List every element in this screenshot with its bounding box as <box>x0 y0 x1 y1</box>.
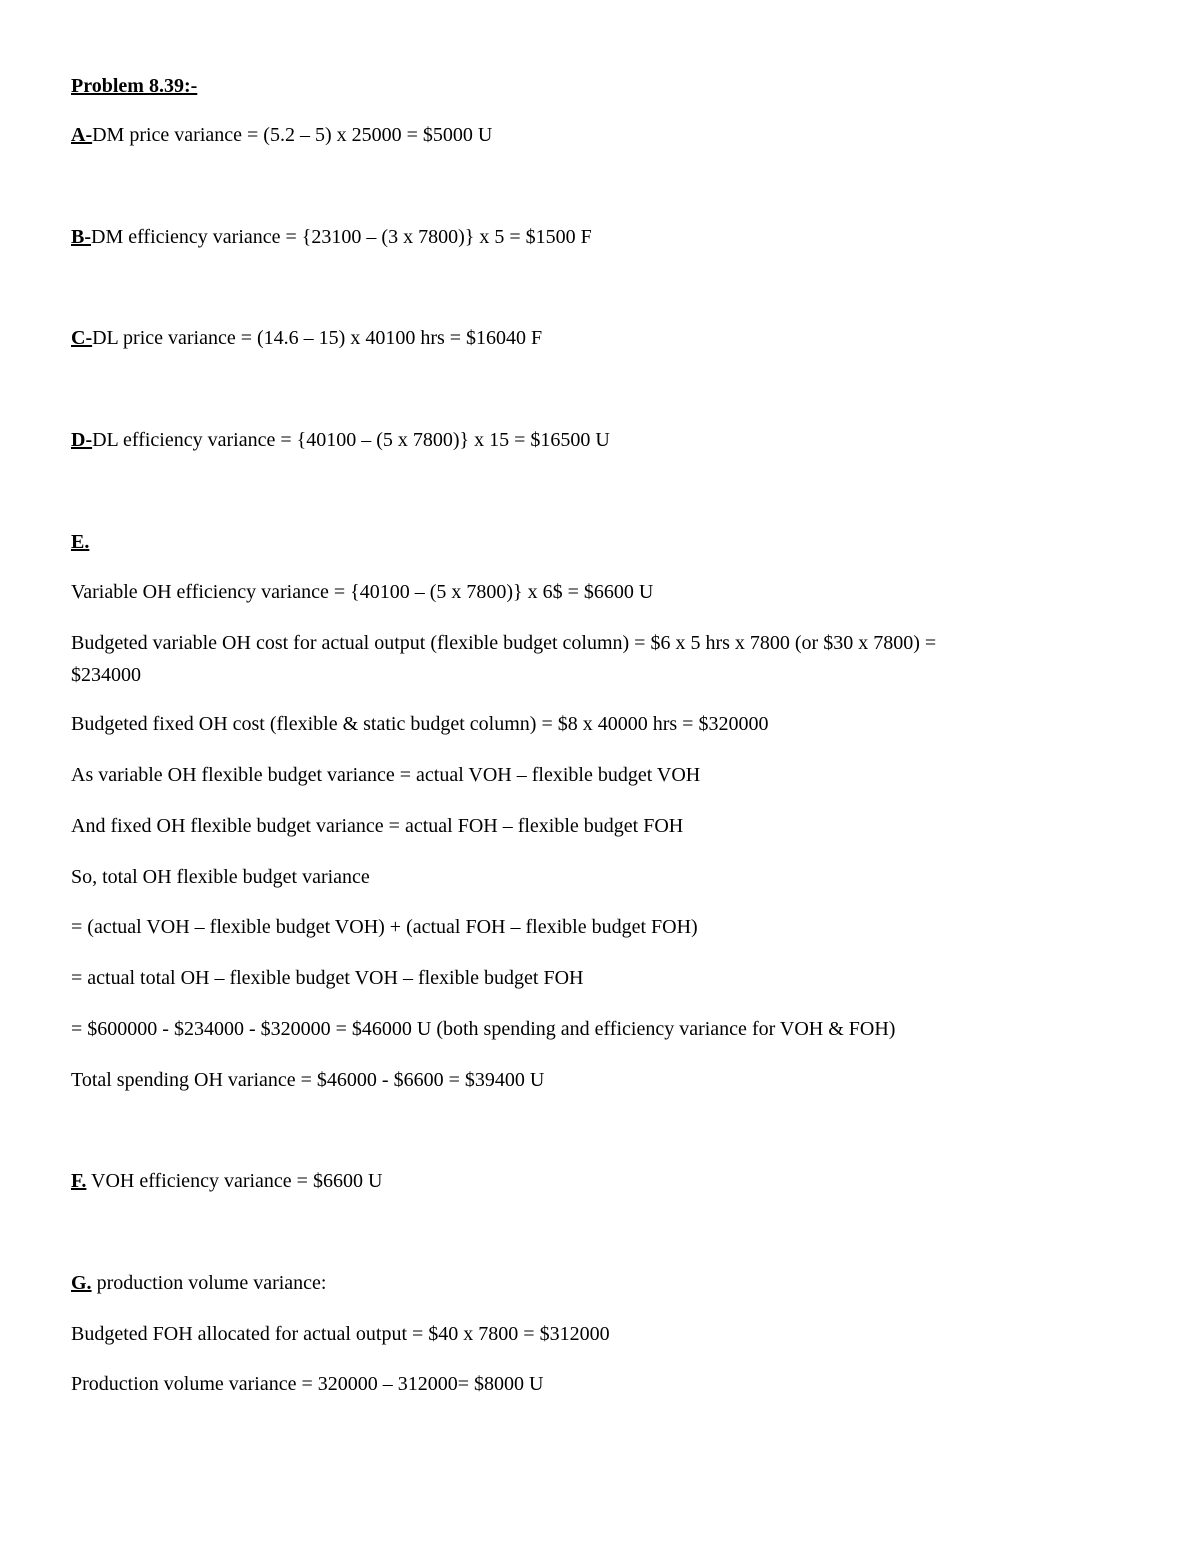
problem-title: Problem 8.39:- <box>71 75 198 97</box>
part-e-line-4: Budgeted fixed OH cost (flexible & static budget column) = $8 x 40000 hrs = $320000 <box>71 713 769 735</box>
part-e-line-3: $234000 <box>71 664 141 686</box>
part-a-label: A- <box>71 124 93 146</box>
part-e-line-8: = (actual VOH – flexible budget VOH) + (actual FOH – flexible budget FOH) <box>71 916 698 938</box>
part-b-text: DM efficiency variance = {23100 – (3 x 7800)} x 5 = $1500 F <box>91 226 592 248</box>
part-e-line-6: And fixed OH flexible budget variance = actual FOH – flexible budget FOH <box>71 815 684 837</box>
part-e-line-11: Total spending OH variance = $46000 - $6600 = $39400 U <box>71 1069 545 1091</box>
part-c-text: DL price variance = (14.6 – 15) x 40100 hrs = $16040 F <box>92 327 543 349</box>
part-a <box>71 122 492 148</box>
part-e <box>71 529 89 555</box>
part-g-label: G. <box>71 1272 92 1294</box>
part-e-line-1: Variable OH efficiency variance = {40100 – (5 x 7800)} x 6$ = $6600 U <box>71 581 654 603</box>
part-b-label: B- <box>71 226 91 248</box>
part-f <box>71 1168 382 1194</box>
part-g-text: production volume variance: <box>91 1272 327 1294</box>
part-g <box>71 1270 326 1296</box>
part-c <box>71 325 542 351</box>
part-g-line-2: Production volume variance = 320000 – 312000= $8000 U <box>71 1373 544 1395</box>
part-c-label: C- <box>71 327 93 349</box>
part-e-label: E. <box>71 531 90 553</box>
part-e-line-9: = actual total OH – flexible budget VOH – flexible budget FOH <box>71 967 584 989</box>
part-d-label: D- <box>71 429 93 451</box>
part-e-line-7: So, total OH flexible budget variance <box>71 866 370 888</box>
part-d-text: DL efficiency variance = {40100 – (5 x 7800)} x 15 = $16500 U <box>92 429 610 451</box>
part-a-text: DM price variance = (5.2 – 5) x 25000 = $5000 U <box>92 124 493 146</box>
part-e-line-2: Budgeted variable OH cost for actual output (flexible budget column) = $6 x 5 hrs x 7800 (or $30 x 7800) = <box>71 632 937 654</box>
part-f-text: VOH efficiency variance = $6600 U <box>86 1170 383 1192</box>
part-g-line-1: Budgeted FOH allocated for actual output = $40 x 7800 = $312000 <box>71 1323 610 1345</box>
part-e-line-10: = $600000 - $234000 - $320000 = $46000 U (both spending and efficiency variance for VOH & FOH) <box>71 1018 896 1040</box>
part-e-line-5: As variable OH flexible budget variance = actual VOH – flexible budget VOH <box>71 764 701 786</box>
part-b <box>71 224 592 250</box>
part-f-label: F. <box>71 1170 87 1192</box>
part-d <box>71 427 610 453</box>
